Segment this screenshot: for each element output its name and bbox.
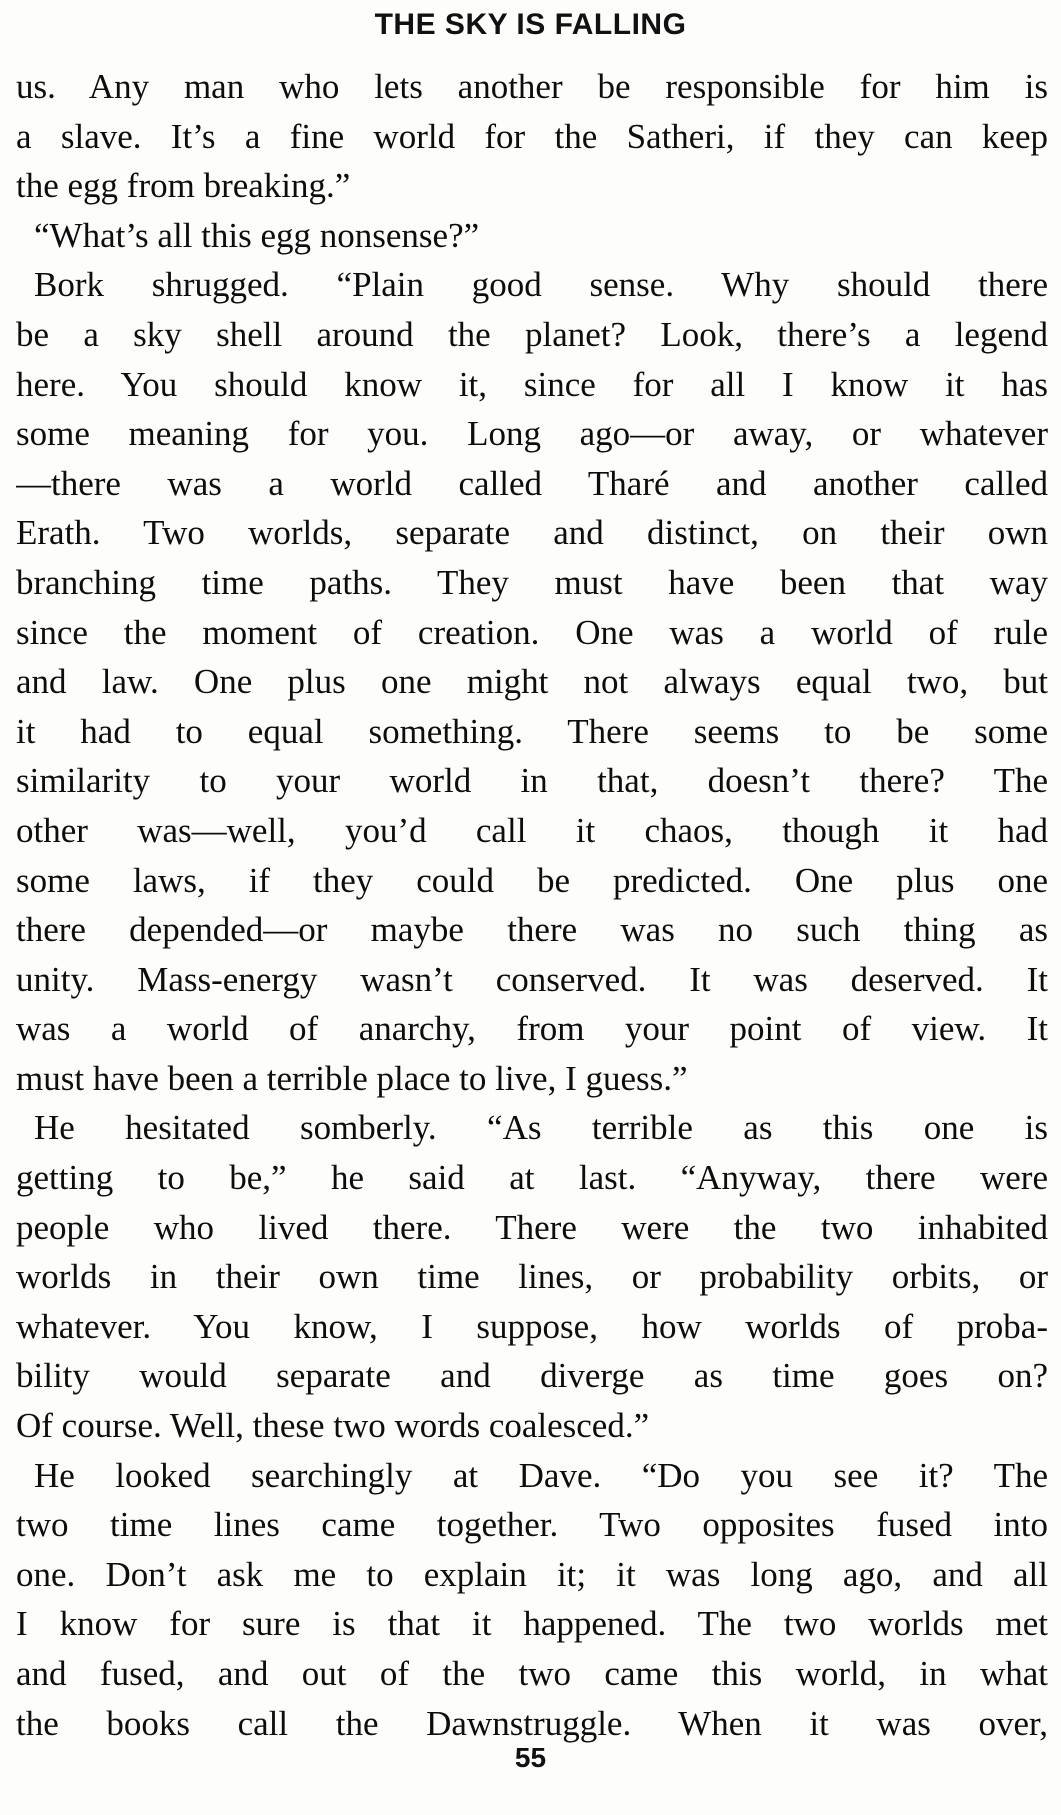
text-line: it had to equal something. There seems to be some <box>16 711 1048 751</box>
text-line: us. Any man who lets another be responsible for him is <box>16 67 1048 106</box>
text-line: here. You should know it, since for all I know it has <box>16 364 1048 404</box>
text-line: other was—well, you’d call it chaos, though it had <box>16 810 1048 850</box>
text-line: —there was a world called Tharé and another called <box>16 463 1048 503</box>
text-line: Bork shrugged. “Plain good sense. Why should there <box>34 265 1048 305</box>
text-line: a slave. It’s a fine world for the Satheri, if they can keep <box>16 116 1048 156</box>
text-line: people who lived there. There were the two inhabited <box>16 1207 1048 1247</box>
text-line: and law. One plus one might not always equal two, but <box>16 662 1048 702</box>
text-line: some laws, if they could be predicted. One plus one <box>16 860 1048 900</box>
paragraph <box>16 1103 1048 1450</box>
text-line: I know for sure is that it happened. The two worlds met <box>16 1604 1048 1644</box>
text-line: He hesitated somberly. “As terrible as this one is <box>34 1108 1048 1148</box>
text-line: bility would separate and diverge as time goes on? <box>16 1356 1048 1396</box>
paragraph <box>16 1451 1048 1749</box>
page-number: 55 <box>514 1742 547 1773</box>
paragraph <box>16 260 1048 1103</box>
text-line: He looked searchingly at Dave. “Do you see it? The <box>34 1455 1048 1495</box>
text-line: and fused, and out of the two came this world, in what <box>16 1654 1048 1693</box>
running-head: THE SKY IS FALLING <box>374 8 687 41</box>
text-line: was a world of anarchy, from your point of view. It <box>16 1009 1048 1049</box>
text-line: similarity to your world in that, doesn’t there? The <box>16 761 1048 801</box>
text-line: some meaning for you. Long ago—or away, or whatever <box>16 414 1048 454</box>
text-line: one. Don’t ask me to explain it; it was long ago, and all <box>16 1554 1048 1594</box>
text-line: branching time paths. They must have been that way <box>16 562 1048 602</box>
text-line: worlds in their own time lines, or probability orbits, or <box>16 1257 1048 1297</box>
text-line: the books call the Dawnstruggle. When it was over, <box>16 1703 1048 1743</box>
text-line: must have been a terrible place to live, I guess.” <box>16 1058 688 1098</box>
text-line: there depended—or maybe there was no such thing as <box>16 910 1048 950</box>
text-line: Erath. Two worlds, separate and distinct, on their own <box>16 513 1048 553</box>
text-line: whatever. You know, I suppose, how worlds of proba- <box>16 1306 1048 1346</box>
text-line: unity. Mass-energy wasn’t conserved. It was deserved. It <box>16 959 1048 999</box>
body-text <box>16 62 1048 1748</box>
paragraph <box>16 211 1048 261</box>
paragraph <box>16 62 1048 211</box>
text-line: getting to be,” he said at last. “Anyway, there were <box>16 1158 1048 1198</box>
text-line: since the moment of creation. One was a world of rule <box>16 612 1048 652</box>
text-line: Of course. Well, these two words coalesced.” <box>16 1406 650 1446</box>
text-line: two time lines came together. Two opposites fused into <box>16 1505 1048 1545</box>
text-line: the egg from breaking.” <box>16 166 351 206</box>
text-line: “What’s all this egg nonsense?” <box>34 215 480 255</box>
text-line: be a sky shell around the planet? Look, there’s a legend <box>16 314 1048 354</box>
